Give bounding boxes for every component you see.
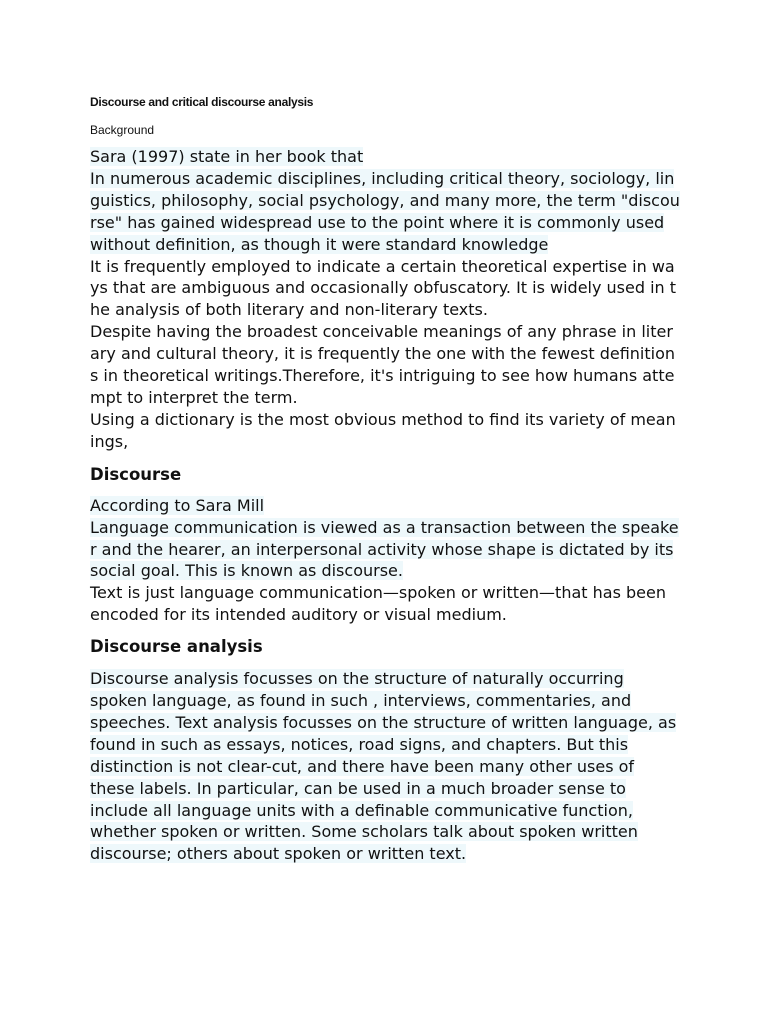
paragraph-text: Sara (1997) state in her book that (90, 147, 364, 166)
paragraph-text: In numerous academic disciplines, including critical theory, sociology, linguistics, philosophy, social psychology, and many more, the term "discourse" has gained widespread use to the point where it is commonly used without definition, as though it were standard knowledge (90, 168, 680, 254)
paragraph-discourse-usage (90, 168, 680, 256)
paragraph-text: Language communication is viewed as a transaction between the speaker and the hearer, an interpersonal activity whose shape is dictated by its social goal. This is known as discourse. (90, 517, 679, 581)
background-heading: Background (90, 123, 155, 137)
paragraph-text: It is frequently employed to indicate a certain theoretical expertise in ways that are ambiguous and occasionally obfuscatory. It is widely used in the analysis of both literary and non-literary texts. (90, 256, 677, 320)
paragraph-text: Using a dictionary is the most obvious method to find its variety of meanings, (90, 409, 676, 451)
paragraph-broadest-meanings (90, 321, 680, 409)
discourse-heading: Discourse (90, 464, 182, 484)
paragraph-dictionary (90, 409, 680, 453)
background-text-block (90, 146, 680, 453)
paragraph-text: Despite having the broadest conceivable meanings of any phrase in literary and cultural theory, it is frequently the one with the fewest definitions in theoretical writings.Therefore, it's intriguing to see how humans attempt to interpret the term. (90, 322, 676, 407)
paragraph-text-definition (90, 582, 680, 626)
discourse-text-block (90, 495, 680, 626)
paragraph-discourse-analysis (90, 668, 680, 865)
discourse-analysis-text-block (90, 668, 680, 865)
paragraph-text: Discourse analysis focusses on the structure of naturally occurring spoken language, as found in such , interviews, commentaries, and speeches. Text analysis focusses on the structure of written language, as found in such as essays, notices, road signs, and chapters. But this distinction is not clear-cut, and there have been many other uses of these labels. In particular, can be used in a much broader sense to include all language units with a definable communicative function, whether spoken or written. Some scholars talk about spoken written discourse; others about spoken or written text. (90, 669, 677, 864)
discourse-analysis-heading: Discourse analysis (90, 637, 263, 657)
document-page (90, 92, 680, 865)
paragraph-text: Text is just language communication—spoken or written—that has been encoded for its intended auditory or visual medium. (90, 583, 666, 625)
paragraph-sara-intro (90, 146, 680, 168)
document-title: Discourse and critical discourse analysis (90, 95, 314, 109)
paragraph-sara-mill (90, 495, 680, 517)
paragraph-theoretical-expertise (90, 256, 680, 322)
paragraph-language-communication (90, 517, 680, 583)
paragraph-text: According to Sara Mill (90, 495, 265, 515)
